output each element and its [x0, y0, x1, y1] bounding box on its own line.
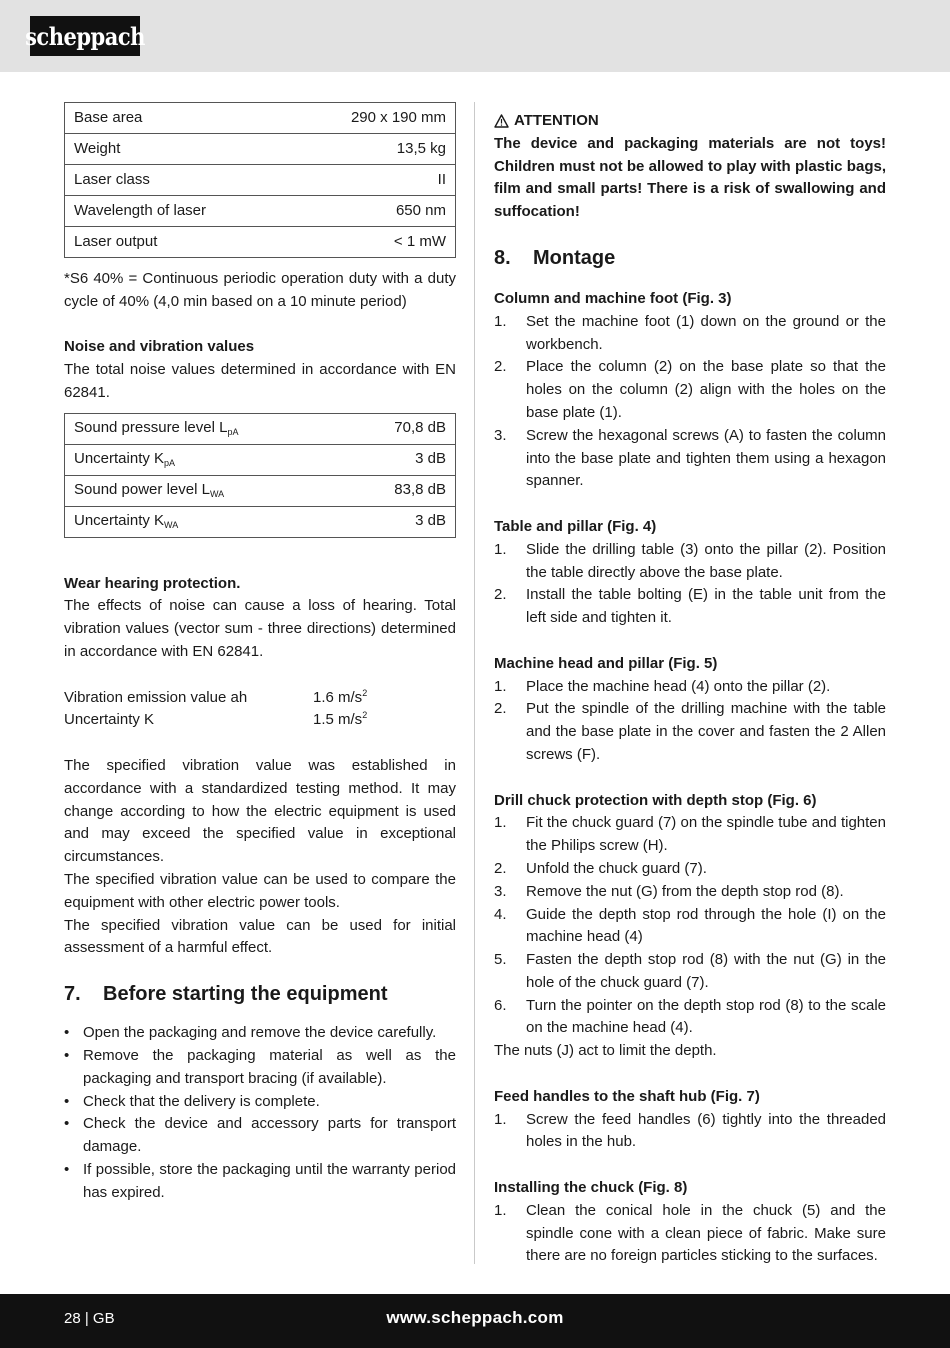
vibration-value-cell	[313, 709, 367, 732]
attention-text: The device and packaging materials are not toys! Children must not be allowed to play with plastic bags, film and small parts! There is a risk of swallowing and suffocation!	[494, 134, 886, 221]
vibration-label: Vibration emission value ah	[64, 688, 248, 706]
noise-label-subscript: pA	[164, 458, 176, 469]
bullet-item	[64, 1113, 456, 1159]
montage-group-heading: Drill chuck protection with depth stop (Fig. 6)	[494, 791, 817, 809]
step-text: Put the spindle of the drilling machine with the table and the base plate in the cover and fasten the 2 Allen screws (F).	[526, 700, 886, 763]
s6-note: *S6 40% = Continuous periodic operation duty with a duty cycle of 40% (4,0 min based on a 10 minute period)	[64, 270, 456, 310]
bullet-text: If possible, store the packaging until the warranty period has expired.	[83, 1160, 456, 1201]
bullet-dot: •	[64, 1092, 70, 1110]
bullet-text: Open the packaging and remove the device carefully.	[83, 1024, 437, 1042]
attention-title: ATTENTION	[514, 112, 599, 129]
bullet-dot: •	[64, 1024, 70, 1042]
montage-group-heading: Installing the chuck (Fig. 8)	[494, 1179, 688, 1197]
step-number: 4.	[494, 905, 507, 923]
bullet-item	[64, 1091, 456, 1114]
bullet-item	[64, 1159, 456, 1205]
section-8-number: 8.	[494, 246, 511, 269]
group-spacer	[494, 1063, 886, 1086]
step-text: Unfold the chuck guard (7).	[526, 859, 707, 877]
step-text: Remove the nut (G) from the depth stop rod (8).	[526, 882, 844, 900]
noise-label-cell	[65, 475, 348, 506]
spec-value: 290 x 190 mm	[287, 103, 455, 134]
montage-group-heading: Machine head and pillar (Fig. 5)	[494, 654, 718, 672]
step-number: 1.	[494, 1110, 507, 1128]
montage-step	[494, 858, 886, 881]
montage-step	[494, 1109, 886, 1155]
montage-group-heading: Feed handles to the shaft hub (Fig. 7)	[494, 1087, 760, 1105]
noise-label-cell	[65, 444, 348, 475]
spec-value: 650 nm	[287, 196, 455, 227]
montage-note: The nuts (J) act to limit the depth.	[494, 1042, 717, 1060]
montage-group	[494, 1086, 886, 1177]
spec-row	[65, 196, 456, 227]
montage-group	[494, 653, 886, 790]
vibration-paragraph: The specified vibration value can be used to compare the equipment with other electric power tools.	[64, 870, 456, 911]
vibration-paragraph: The specified vibration value was established in accordance with a standardized testing method. It may change according to how the electric equipment is used and may exceed the specified value in exceptional circumstances.	[64, 756, 456, 866]
vibration-value: 1.6 m/s	[313, 688, 363, 706]
montage-step	[494, 698, 886, 766]
step-text: Turn the pointer on the depth stop rod (8) to the scale on the machine head (4).	[526, 996, 886, 1037]
section-8-title: Montage	[533, 246, 616, 269]
montage-steps	[494, 539, 886, 630]
spec-label: Laser output	[65, 227, 288, 258]
step-number: 1.	[494, 312, 507, 330]
montage-step	[494, 539, 886, 585]
step-text: Fasten the depth stop rod (8) with the nut (G) in the hole of the chuck guard (7).	[526, 951, 886, 991]
spec-row	[65, 103, 456, 134]
column-divider	[474, 102, 475, 1264]
noise-label-subscript: pA	[227, 427, 239, 438]
montage-steps	[494, 676, 886, 767]
section-7-number: 7.	[64, 983, 81, 1006]
noise-row	[65, 475, 456, 506]
bullet-text: Check the device and accessory parts for transport damage.	[83, 1115, 456, 1156]
montage-step	[494, 584, 886, 630]
section-8-groups	[494, 288, 886, 1268]
vibration-value-cell	[313, 687, 367, 710]
montage-steps	[494, 812, 886, 1040]
step-number: 2.	[494, 358, 507, 376]
montage-step	[494, 812, 886, 858]
montage-step	[494, 311, 886, 357]
step-number: 6.	[494, 996, 507, 1014]
montage-steps	[494, 1109, 886, 1155]
noise-label-cell	[65, 506, 348, 537]
montage-group-heading: Column and machine foot (Fig. 3)	[494, 289, 732, 307]
step-number: 1.	[494, 1201, 507, 1219]
spec-row	[65, 134, 456, 165]
footer-band	[0, 1294, 950, 1348]
montage-step	[494, 676, 886, 699]
spec-label: Base area	[65, 103, 288, 134]
vibration-row	[64, 709, 456, 732]
noise-row	[65, 506, 456, 537]
step-number: 2.	[494, 586, 507, 604]
hearing-text: The effects of noise can cause a loss of hearing. Total vibration values (vector sum - three directions) determined in accordance with EN 62841.	[64, 597, 456, 660]
logo-text: scheppach	[25, 21, 145, 51]
montage-step	[494, 1200, 886, 1268]
montage-step	[494, 356, 886, 424]
noise-label-subscript: WA	[209, 489, 225, 500]
spec-table	[64, 102, 456, 258]
montage-group	[494, 790, 886, 1086]
page-number: 28 | GB	[64, 1310, 115, 1327]
bullet-dot: •	[64, 1115, 70, 1133]
step-number: 2.	[494, 700, 507, 718]
step-number: 1.	[494, 540, 507, 558]
montage-steps	[494, 311, 886, 493]
attention-title-row	[494, 110, 886, 133]
spec-row	[65, 227, 456, 258]
noise-label: Uncertainty K	[74, 450, 165, 468]
spec-row	[65, 165, 456, 196]
group-spacer	[494, 767, 886, 790]
noise-label-subscript: WA	[164, 520, 179, 531]
noise-value: 3 dB	[347, 506, 455, 537]
warning-triangle-icon	[494, 114, 509, 128]
vibration-paragraphs	[64, 755, 456, 960]
step-text: Screw the feed handles (6) tightly into the threaded holes in the hub.	[526, 1110, 886, 1151]
step-text: Fit the chuck guard (7) on the spindle tube and tighten the Philips screw (H).	[526, 814, 886, 855]
noise-value: 3 dB	[347, 444, 455, 475]
vibration-row	[64, 687, 456, 710]
noise-row	[65, 444, 456, 475]
noise-label: Sound pressure level L	[74, 419, 228, 437]
noise-value: 83,8 dB	[347, 475, 455, 506]
montage-group-heading: Table and pillar (Fig. 4)	[494, 517, 657, 535]
step-text: Slide the drilling table (3) onto the pillar (2). Position the table directly above the base plate.	[526, 540, 886, 581]
montage-steps	[494, 1200, 886, 1268]
montage-step	[494, 995, 886, 1041]
vibration-label: Uncertainty K	[64, 711, 155, 729]
spec-label: Weight	[65, 134, 288, 165]
step-text: Clean the conical hole in the chuck (5) and the spindle cone with a clean piece of fabric. Make sure there are no foreign particles sticking to the surfaces.	[526, 1201, 886, 1265]
noise-label: Uncertainty K	[74, 512, 165, 530]
vibration-values	[64, 687, 456, 733]
montage-step	[494, 949, 886, 995]
noise-value: 70,8 dB	[347, 413, 455, 444]
noise-table	[64, 413, 456, 538]
step-number: 5.	[494, 951, 507, 969]
section-8-heading	[494, 244, 886, 272]
spec-value: II	[287, 165, 455, 196]
right-column	[494, 102, 886, 1268]
section-7-title: Before starting the equipment	[103, 983, 388, 1006]
noise-label: Sound power level L	[74, 481, 210, 499]
montage-group	[494, 516, 886, 653]
noise-heading: Noise and vibration values	[64, 338, 255, 356]
vibration-value: 1.5 m/s	[313, 711, 363, 729]
bullet-text: Remove the packaging material as well as the packaging and transport bracing (if available).	[83, 1046, 456, 1087]
bullet-text: Check that the delivery is complete.	[83, 1092, 320, 1110]
bullet-item	[64, 1022, 456, 1045]
step-number: 1.	[494, 814, 507, 832]
montage-step	[494, 904, 886, 950]
step-number: 3.	[494, 882, 507, 900]
group-spacer	[494, 1154, 886, 1177]
montage-group	[494, 288, 886, 516]
noise-row	[65, 413, 456, 444]
step-text: Place the column (2) on the base plate so that the holes on the column (2) align with the holes on the base plate (1).	[526, 358, 886, 421]
bullet-dot: •	[64, 1046, 70, 1064]
left-column	[64, 102, 456, 1205]
group-spacer	[494, 630, 886, 653]
step-text: Screw the hexagonal screws (A) to fasten the column into the base plate and tighten them using a hexagon spanner.	[526, 426, 886, 490]
step-number: 1.	[494, 677, 507, 695]
spec-label: Laser class	[65, 165, 288, 196]
header-band	[0, 0, 950, 72]
vibration-unit-exponent: 2	[362, 710, 368, 721]
step-number: 3.	[494, 426, 507, 444]
bullet-item	[64, 1045, 456, 1091]
spec-label: Wavelength of laser	[65, 196, 288, 227]
step-text: Set the machine foot (1) down on the ground or the workbench.	[526, 312, 886, 353]
noise-intro: The total noise values determined in accordance with EN 62841.	[64, 361, 456, 401]
step-text: Install the table bolting (E) in the table unit from the left side and tighten it.	[526, 586, 886, 627]
noise-label-cell	[65, 413, 348, 444]
montage-step	[494, 881, 886, 904]
step-text: Place the machine head (4) onto the pillar (2).	[526, 677, 831, 695]
montage-step	[494, 425, 886, 493]
section-7-heading	[64, 980, 456, 1008]
bullet-dot: •	[64, 1160, 70, 1178]
hearing-heading: Wear hearing protection.	[64, 574, 241, 592]
step-text: Guide the depth stop rod through the hole (I) on the machine head (4)	[526, 905, 886, 946]
vibration-paragraph: The specified vibration value can be used for initial assessment of a harmful effect.	[64, 916, 456, 957]
website-url: www.scheppach.com	[386, 1308, 564, 1327]
scheppach-logo	[25, 16, 145, 56]
spec-value: < 1 mW	[287, 227, 455, 258]
group-spacer	[494, 493, 886, 516]
section-7-bullet-list	[64, 1022, 456, 1204]
montage-group	[494, 1177, 886, 1268]
step-number: 2.	[494, 859, 507, 877]
spec-value: 13,5 kg	[287, 134, 455, 165]
vibration-unit-exponent: 2	[362, 687, 368, 698]
